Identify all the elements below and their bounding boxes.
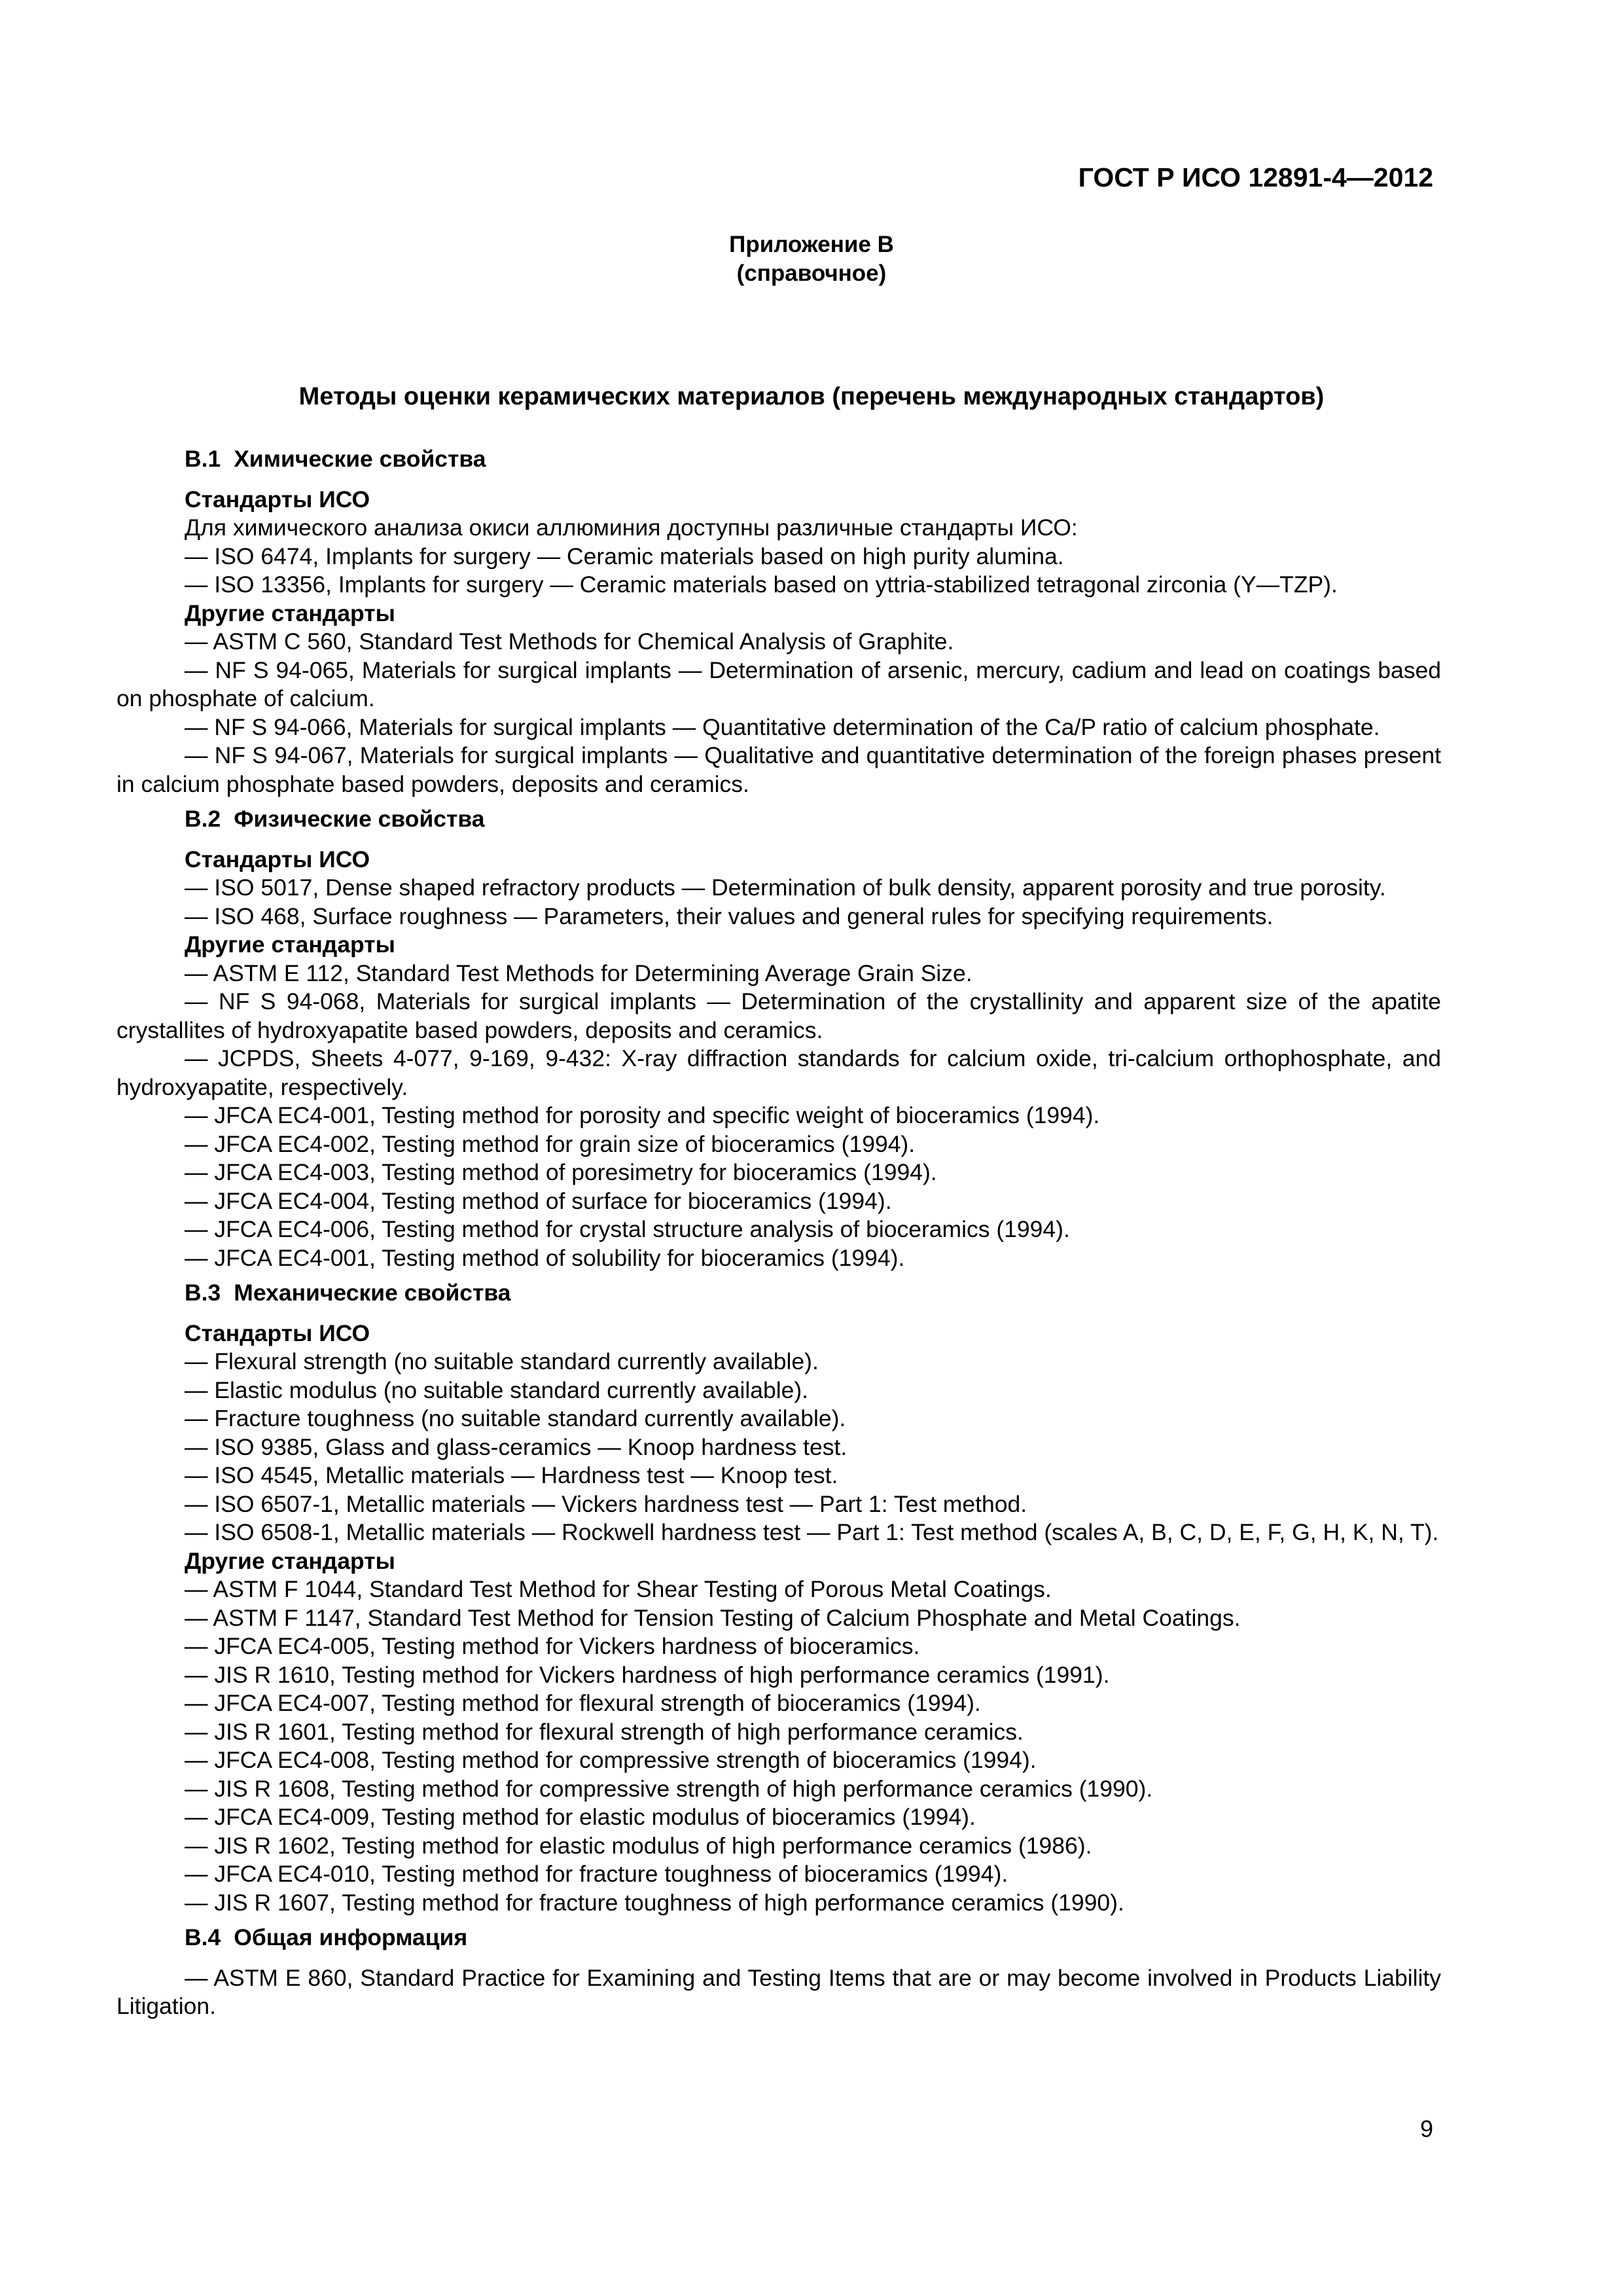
list-item: — JFCA EC4-005, Testing method for Vickers hardness of bioceramics. <box>185 1633 920 1659</box>
list-item: — ASTM C 560, Standard Test Methods for Chemical Analysis of Graphite. <box>185 628 954 655</box>
list-item: — ASTM E 112, Standard Test Methods for Determining Average Grain Size. <box>185 960 972 986</box>
list-item: — Elastic modulus (no suitable standard currently available). <box>185 1376 809 1403</box>
list-item: — NF S 94-066, Materials for surgical implants — Quantitative determination of the Ca/P ratio of calcium phosphate. <box>185 713 1380 740</box>
list-item: — ASTM F 1044, Standard Test Method for Shear Testing of Porous Metal Coatings. <box>185 1576 1052 1602</box>
annex-heading <box>0 230 1623 288</box>
section-number: В.1 <box>185 446 221 472</box>
section-number: В.2 <box>185 806 221 832</box>
iso-standards-heading: Стандарты ИСО <box>185 486 370 512</box>
section-b1-heading <box>116 445 1441 474</box>
iso-standards-heading: Стандарты ИСО <box>185 846 370 872</box>
other-standards-heading: Другие стандарты <box>185 1547 395 1574</box>
section-number: В.4 <box>185 1924 221 1950</box>
list-item: — JIS R 1608, Testing method for compressive strength of high performance ceramics (1990). <box>185 1775 1153 1802</box>
iso-standards-heading: Стандарты ИСО <box>185 1319 370 1346</box>
section-number: В.3 <box>185 1280 221 1306</box>
list-item: — ASTM E 860, Standard Practice for Examining and Testing Items that are or may become involved in Products Liability Litigation. <box>116 1964 1441 2019</box>
list-item: — NF S 94-067, Materials for surgical implants — Qualitative and quantitative determination of the foreign phases present in calcium phosphate based powders, deposits and ceramics. <box>116 742 1441 797</box>
list-item: — ISO 13356, Implants for surgery — Ceramic materials based on yttria-stabilized tetragonal zirconia (Y—TZP). <box>185 571 1338 598</box>
list-item: — Fracture toughness (no suitable standard currently available). <box>185 1405 846 1431</box>
list-item: — JFCA EC4-003, Testing method of poresimetry for bioceramics (1994). <box>185 1159 937 1185</box>
list-item: — ASTM F 1147, Standard Test Method for Tension Testing of Calcium Phosphate and Metal Coatings. <box>185 1604 1241 1631</box>
iso-intro: Для химического анализа окиси аллюминия доступны различные стандарты ИСО: <box>185 514 1078 541</box>
list-item: — JFCA EC4-007, Testing method for flexural strength of bioceramics (1994). <box>185 1690 981 1716</box>
list-item: — JFCA EC4-004, Testing method of surface for bioceramics (1994). <box>185 1187 892 1214</box>
section-title: Механические свойства <box>234 1280 511 1306</box>
section-b2-heading <box>116 805 1441 834</box>
list-item: — NF S 94-068, Materials for surgical implants — Determination of the crystallinity and apparent size of the apatite crystallites of hydroxyapatite based powders, deposits and ceramics. <box>116 988 1441 1043</box>
list-item: — NF S 94-065, Materials for surgical implants — Determination of arsenic, mercury, cadium and lead on coatings based on phosphate of calcium. <box>116 656 1441 711</box>
section-b4-heading <box>116 1924 1441 1952</box>
list-item: — JFCA EC4-008, Testing method for compressive strength of bioceramics (1994). <box>185 1747 1037 1773</box>
list-item: — ISO 4545, Metallic materials — Hardness test — Knoop test. <box>185 1462 838 1488</box>
list-item: — JFCA EC4-002, Testing method for grain size of bioceramics (1994). <box>185 1130 916 1157</box>
list-item: — JIS R 1607, Testing method for fracture toughness of high performance ceramics (1990). <box>185 1889 1124 1916</box>
list-item: — ISO 5017, Dense shaped refractory products — Determination of bulk density, apparent porosity and true porosity. <box>185 874 1386 901</box>
section-b3-heading <box>116 1279 1441 1308</box>
list-item: — ISO 6508-1, Metallic materials — Rockwell hardness test — Part 1: Test method (scales A, B, C, D, E, F, G, H, K, N, T). <box>185 1519 1439 1545</box>
list-item: — JFCA EC4-006, Testing method for crystal structure analysis of bioceramics (1994). <box>185 1216 1070 1242</box>
list-item: — JFCA EC4-001, Testing method for porosity and specific weight of bioceramics (1994). <box>185 1102 1100 1128</box>
other-standards-heading: Другие стандарты <box>185 931 395 958</box>
section-title: Химические свойства <box>234 446 486 472</box>
annex-title: Приложение В <box>729 232 894 257</box>
standard-id: ГОСТ Р ИСО 12891-4—2012 <box>1078 162 1433 192</box>
list-item: — ISO 468, Surface roughness — Parameters, their values and general rules for specifying requirements. <box>185 903 1274 929</box>
main-title: Методы оценки керамических материалов (перечень международных стандартов) <box>298 383 1325 410</box>
page-number: 9 <box>1419 2115 1433 2142</box>
list-item: — JFCA EC4-001, Testing method of solubility for bioceramics (1994). <box>185 1244 905 1271</box>
other-standards-heading: Другие стандарты <box>185 600 395 626</box>
list-item: — JFCA EC4-010, Testing method for fracture toughness of bioceramics (1994). <box>185 1861 1008 1887</box>
section-title: Физические свойства <box>234 806 485 832</box>
list-item: — ISO 6474, Implants for surgery — Ceramic materials based on high purity alumina. <box>185 543 1064 569</box>
list-item: — JIS R 1610, Testing method for Vickers hardness of high performance ceramics (1991). <box>185 1661 1110 1688</box>
document-content <box>116 445 1441 2021</box>
list-item: — ISO 6507-1, Metallic materials — Vickers hardness test — Part 1: Test method. <box>185 1490 1027 1517</box>
list-item: — JFCA EC4-009, Testing method for elastic modulus of bioceramics (1994). <box>185 1804 976 1830</box>
annex-type: (справочное) <box>736 260 887 286</box>
list-item: — Flexural strength (no suitable standard currently available). <box>185 1348 819 1374</box>
list-item: — JIS R 1602, Testing method for elastic modulus of high performance ceramics (1986). <box>185 1832 1092 1859</box>
list-item: — JIS R 1601, Testing method for flexural strength of high performance ceramics. <box>185 1718 1024 1745</box>
list-item: — ISO 9385, Glass and glass-ceramics — Knoop hardness test. <box>185 1433 847 1460</box>
section-title: Общая информация <box>234 1924 468 1950</box>
list-item: — JCPDS, Sheets 4-077, 9-169, 9-432: X-ray diffraction standards for calcium oxide, tri-calcium orthophosphate, and hydroxyapatite, respectively. <box>116 1045 1441 1100</box>
